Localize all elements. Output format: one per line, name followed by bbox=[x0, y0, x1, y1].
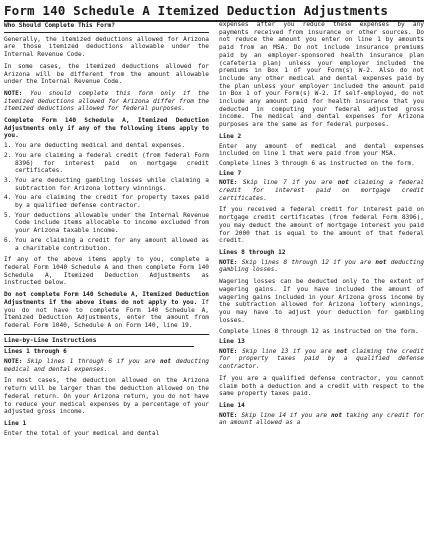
note-text: Skip line 7 if you are bbox=[242, 179, 338, 187]
note-emphasis: not bbox=[337, 179, 349, 187]
lines-1-6-heading: Lines 1 through 6 bbox=[4, 348, 67, 356]
note-text: Skip lines 1 through 6 if you are bbox=[27, 358, 161, 366]
paragraph: Enter the total of your medical and dental bbox=[4, 429, 160, 437]
paragraph: If you are a qualified defense contractor, you cannot claim both a deduction and a credit with respect to the same property taxes paid. bbox=[219, 374, 424, 398]
list-item-text: You are deducting gambling losses while claiming a subtraction for Arizona lottery winnings. bbox=[15, 176, 209, 192]
note-text: Skip lines 8 through 12 if you are bbox=[241, 258, 376, 266]
list-item-text: You are claiming a federal credit (from federal Form 8396) for interest paid on mortgage credit certificates. bbox=[15, 151, 209, 175]
note-text: You should complete this form only if the itemized deductions allowed for Arizona differ from the itemized deductions allowed for federal purposes. bbox=[4, 89, 210, 113]
line-1-heading: Line 1 bbox=[4, 419, 27, 427]
paragraph: If you received a federal credit for interest paid on mortgage credit certificates (from federal Form 8396), you may deduct the amount of mortgage interest you paid for 2000 that is equal to the amount of that federal credit. bbox=[219, 206, 424, 245]
paragraph: expenses after you reduce these expenses by any payments received from insurance or other sources. Do not reduce the amount you enter on line 1 by amounts paid from an MSA. Do not include insurance premiums paid by an employer-sponsored health insurance plan (cafeteria plan) unless your employer included the premiums in Box 1 of your Form(s) W-2. Also do not include any other medical and dental expenses paid by the plan unless your employer included the amount paid in Box 1 of your Form(s) W-2. If self-employed, do not include any amount paid for health insurance that you deducted in computing your federal adjusted gross income. The medical and dental expenses for Arizona purposes are the same as for federal purposes. bbox=[219, 21, 424, 129]
note-paragraph bbox=[219, 348, 424, 371]
lines-8-12-heading: Lines 8 through 12 bbox=[219, 248, 286, 256]
list-item-text: Your deductions allowable under the Internal Revenue Code include items allocable to income excluded from your Arizona taxable income. bbox=[15, 211, 209, 235]
page-title: Form 140 Schedule A Itemized Deduction Adjustments bbox=[4, 3, 389, 18]
list-item-number: 4. bbox=[4, 194, 12, 202]
list-item-number: 5. bbox=[4, 211, 12, 219]
list-item-text: You are deducting medical and dental expenses. bbox=[15, 142, 186, 150]
note-emphasis: not bbox=[336, 347, 348, 355]
note-paragraph bbox=[4, 358, 209, 373]
line-13-heading: Line 13 bbox=[219, 338, 245, 346]
do-not-complete-rest: If you do not have to complete Form 140 Schedule A, Itemized Deduction Adjustments, enter the amount from federal Form 1040, Schedule A on Form 140, line 19. bbox=[4, 298, 209, 329]
left-column bbox=[4, 21, 209, 441]
list-item-number: 1. bbox=[4, 142, 12, 150]
note-text: Skip line 13 if you are bbox=[242, 347, 337, 355]
list-item bbox=[4, 212, 209, 235]
paragraph: Complete lines 3 through 6 as instructed on the form. bbox=[219, 159, 415, 167]
do-not-complete-paragraph bbox=[4, 291, 209, 330]
note-text: deducting gambling losses. bbox=[219, 258, 424, 274]
list-item bbox=[4, 142, 209, 150]
note-text: Skip line 14 if you are bbox=[241, 411, 331, 419]
complete-intro bbox=[4, 117, 209, 140]
line-by-line-heading: Line-by-Line Instructions bbox=[4, 336, 97, 344]
note-label: NOTE: bbox=[4, 358, 23, 366]
section-rule bbox=[4, 32, 209, 33]
note-text: deducting medical and dental expenses. bbox=[4, 358, 209, 373]
right-column bbox=[219, 21, 424, 431]
list-item bbox=[4, 237, 209, 252]
list-item bbox=[4, 194, 209, 209]
list-item bbox=[4, 152, 209, 175]
title-bar bbox=[4, 3, 424, 22]
note-paragraph bbox=[4, 90, 209, 113]
paragraph: If any of the above items apply to you, complete a federal Form 1040 Schedule A and then complete Form 140 Schedule A, Itemized Deduction Adjustments as instructed below. bbox=[4, 256, 209, 287]
applicability-list bbox=[4, 142, 209, 252]
note-label: NOTE: bbox=[219, 411, 238, 419]
paragraph: In most cases, the deduction allowed on the Arizona return will be larger than the deduction allowed on the federal return. On your Arizona return, you do not have to reduce your medical expenses by a percentage of your adjusted gross income. bbox=[4, 377, 209, 416]
do-not-complete-bold: Do not complete Form 140 Schedule A, Itemized Deduction Adjustments if the above items do not apply to you. bbox=[4, 291, 209, 306]
note-text: claiming a federal credit for interest paid on mortgage credit certificates. bbox=[219, 179, 424, 202]
note-label: NOTE: bbox=[219, 347, 238, 355]
paragraph: Complete lines 8 through 12 as instructed on the form. bbox=[219, 328, 419, 336]
note-paragraph bbox=[219, 179, 424, 202]
paragraph: Wagering losses can be deducted only to the extent of wagering gains. If you have included the amount of wagering gains included in your Arizona gross income by the subtraction allowed for Arizona lottery winnings, you may have to adjust your deduction for gambling losses. bbox=[219, 278, 424, 324]
divider bbox=[4, 334, 209, 335]
list-item-text: You are claiming the credit for property taxes paid by a qualified defense contractor. bbox=[15, 194, 209, 210]
list-item-number: 3. bbox=[4, 176, 12, 184]
note-label: NOTE: bbox=[219, 179, 238, 187]
note-paragraph bbox=[219, 412, 424, 427]
note-emphasis: not bbox=[330, 411, 343, 419]
paragraph: Enter any amount of medical and dental expenses included on line 1 that were paid from your MSA. bbox=[219, 142, 424, 158]
note-emphasis: not bbox=[375, 258, 387, 266]
note-text: taking any credit for an amount allowed as a bbox=[219, 411, 425, 427]
complete-intro-text: Complete Form 140 Schedule A, Itemized Deduction Adjustments only if any of the following items apply to you. bbox=[4, 117, 209, 140]
section-heading-who: Who Should Complete This Form? bbox=[4, 22, 115, 29]
note-text: claiming the credit for property taxes paid by a qualified defense contractor. bbox=[219, 347, 424, 371]
note-paragraph bbox=[219, 259, 424, 274]
line-14-heading: Line 14 bbox=[219, 401, 245, 409]
line-7-heading: Line 7 bbox=[219, 169, 242, 177]
list-item-text: You are claiming a credit for any amount allowed as a charitable contribution. bbox=[15, 236, 209, 252]
list-item bbox=[4, 177, 209, 192]
paragraph: In some cases, the itemized deductions allowed for Arizona will be different from the amount allowable under the Internal Revenue Code. bbox=[4, 62, 209, 86]
line-2-heading: Line 2 bbox=[219, 132, 242, 140]
note-label: NOTE: bbox=[219, 258, 238, 266]
note-label: NOTE: bbox=[4, 89, 23, 97]
list-item-number: 2. bbox=[4, 151, 12, 159]
paragraph: Generally, the itemized deductions allowed for Arizona are those itemized deductions allowable under the Internal Revenue Code. bbox=[4, 35, 209, 59]
note-emphasis: not bbox=[160, 358, 172, 366]
list-item-number: 6. bbox=[4, 236, 12, 244]
